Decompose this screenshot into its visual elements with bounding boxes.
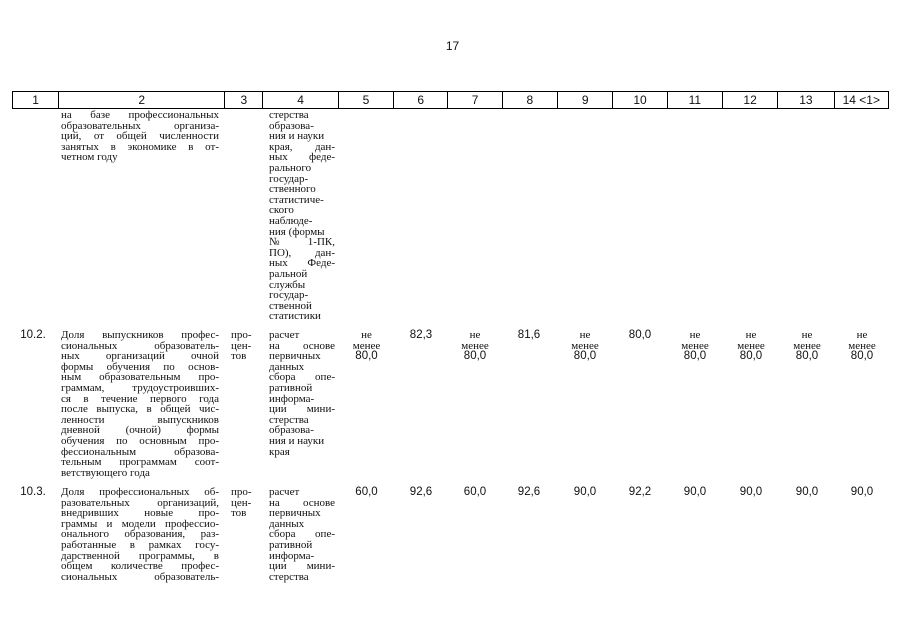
column-number: 10 — [613, 92, 667, 109]
column-number: 4 — [263, 92, 338, 109]
column-header-table — [12, 91, 889, 109]
column-number: 7 — [448, 92, 502, 109]
value-col-13: 90,0 — [795, 486, 819, 498]
column-number: 8 — [502, 92, 557, 109]
value-col-7: не менее 80,0 — [461, 329, 489, 363]
row-number: 10.3. — [20, 486, 46, 498]
column-number: 14 <1> — [834, 92, 888, 109]
column-number: 1 — [13, 92, 59, 109]
column-number: 5 — [338, 92, 393, 109]
column-number-row — [13, 92, 889, 109]
unit-of-measure: про- цен- тов — [231, 329, 252, 363]
value-col-12: 90,0 — [739, 486, 763, 498]
data-source: стерства образова- ния и науки края, дан- ных феде- рального государ- ственного статистиче- ского наблюде- ния (формы № 1-ПК, ПО), дан- ных Феде- ральной службы государ- ственной статистики — [269, 109, 335, 323]
value-col-8: 92,6 — [517, 486, 541, 498]
page-number: 17 — [445, 39, 460, 53]
data-source: расчет на основе первичных данных сбора опе- ративной информа- ции мини- стерства образова- ния и науки края — [269, 329, 335, 458]
column-number: 6 — [394, 92, 448, 109]
value-col-9: не менее 80,0 — [571, 329, 599, 363]
value-col-5: не менее 80,0 — [352, 329, 381, 363]
column-number: 3 — [225, 92, 263, 109]
value-col-6: 92,6 — [409, 486, 433, 498]
column-number: 11 — [667, 92, 722, 109]
data-source: расчет на основе первичных данных сбора опе- ративной информа- ции мини- стерства — [269, 486, 335, 583]
value-col-11: не менее 80,0 — [681, 329, 709, 363]
column-number: 2 — [59, 92, 225, 109]
unit-of-measure: про- цен- тов — [231, 486, 252, 520]
value-col-14: 90,0 — [850, 486, 874, 498]
column-number: 9 — [558, 92, 613, 109]
indicator-name: на базе профессиональных образовательных организа- ций, от общей численности занятых в экономике в от- четном году — [61, 109, 219, 164]
value-col-8: 81,6 — [517, 329, 541, 341]
value-col-6: 82,3 — [409, 329, 433, 341]
value-col-10: 80,0 — [628, 329, 652, 341]
value-col-5: 60,0 — [355, 486, 378, 498]
value-col-12: не менее 80,0 — [737, 329, 765, 363]
row-number: 10.2. — [20, 329, 46, 341]
value-col-11: 90,0 — [683, 486, 707, 498]
indicator-name: Доля выпускников профес- сиональных образователь- ных организаций очной формы обучения по основ- ным образовательным про- граммам, трудоустроивших- ся в течение первого года после выпуска, в общей чис- ленности выпускников дневной (очной) формы обучения по основным про- фессиональным образова- тельным программам соот- ветствующего года — [61, 329, 219, 479]
value-col-10: 92,2 — [628, 486, 652, 498]
column-number: 13 — [778, 92, 834, 109]
value-col-9: 90,0 — [573, 486, 597, 498]
value-col-7: 60,0 — [463, 486, 487, 498]
indicator-name: Доля профессиональных об- разовательных организаций, внедривших новые про- граммы и модели профессио- онального образования, раз- работанные в рамках госу- дарственной программы, в общем количестве профес- сиональных образователь- — [61, 486, 219, 583]
column-number: 12 — [722, 92, 777, 109]
value-col-14: не менее 80,0 — [848, 329, 876, 363]
value-col-13: не менее 80,0 — [793, 329, 821, 363]
